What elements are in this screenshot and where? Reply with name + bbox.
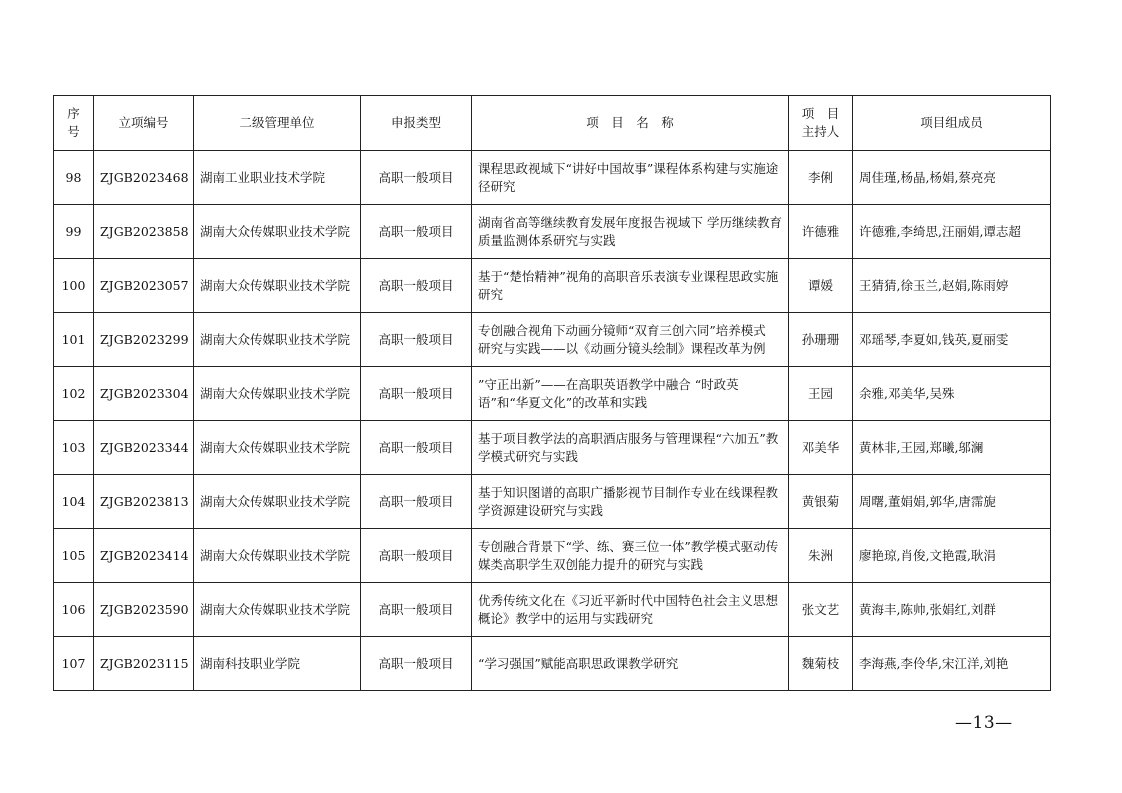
header-name: 项 目 名 称 [472, 96, 789, 151]
cell-members: 李海燕,李伶华,宋江洋,刘艳 [853, 637, 1051, 691]
cell-type: 高职一般项目 [361, 259, 472, 313]
cell-type: 高职一般项目 [361, 205, 472, 259]
cell-host: 谭媛 [789, 259, 853, 313]
cell-type: 高职一般项目 [361, 151, 472, 205]
cell-unit: 湖南大众传媒职业技术学院 [194, 259, 361, 313]
cell-host: 邓美华 [789, 421, 853, 475]
cell-seq: 100 [54, 259, 94, 313]
cell-unit: 湖南科技职业学院 [194, 637, 361, 691]
table-row [54, 529, 1051, 583]
cell-type: 高职一般项目 [361, 421, 472, 475]
cell-members: 廖艳琼,肖俊,文艳霞,耿涓 [853, 529, 1051, 583]
cell-type: 高职一般项目 [361, 313, 472, 367]
cell-code: ZJGB2023468 [94, 151, 194, 205]
cell-unit: 湖南大众传媒职业技术学院 [194, 529, 361, 583]
table-row [54, 637, 1051, 691]
cell-code: ZJGB2023858 [94, 205, 194, 259]
cell-seq: 107 [54, 637, 94, 691]
cell-members: 许德雅,李绮思,汪丽娟,谭志超 [853, 205, 1051, 259]
cell-unit: 湖南大众传媒职业技术学院 [194, 313, 361, 367]
cell-name: ”守正出新”——在高职英语教学中融合 “时政英语”和“华夏文化”的改革和实践 [472, 367, 789, 421]
cell-seq: 101 [54, 313, 94, 367]
cell-members: 周佳瑾,杨晶,杨娟,蔡亮亮 [853, 151, 1051, 205]
table-row [54, 583, 1051, 637]
table-row [54, 313, 1051, 367]
cell-host: 黄银菊 [789, 475, 853, 529]
cell-code: ZJGB2023344 [94, 421, 194, 475]
cell-type: 高职一般项目 [361, 529, 472, 583]
table-row [54, 259, 1051, 313]
cell-members: 黄海丰,陈帅,张娟红,刘群 [853, 583, 1051, 637]
header-code: 立项编号 [94, 96, 194, 151]
project-table [53, 95, 1051, 691]
cell-unit: 湖南工业职业技术学院 [194, 151, 361, 205]
cell-name: 湖南省高等继续教育发展年度报告视域下 学历继续教育质量监测体系研究与实践 [472, 205, 789, 259]
table-row [54, 421, 1051, 475]
header-seq: 序号 [54, 96, 94, 151]
cell-name: 专创融合视角下动画分镜师“双育三创六同”培养模式 研究与实践——以《动画分镜头绘制》课程改革为例 [472, 313, 789, 367]
cell-host: 许德雅 [789, 205, 853, 259]
cell-unit: 湖南大众传媒职业技术学院 [194, 583, 361, 637]
header-type: 申报类型 [361, 96, 472, 151]
cell-seq: 105 [54, 529, 94, 583]
cell-host: 张文艺 [789, 583, 853, 637]
cell-code: ZJGB2023590 [94, 583, 194, 637]
cell-name: 基于“楚怡精神”视角的高职音乐表演专业课程思政实施研究 [472, 259, 789, 313]
table-header-row [54, 96, 1051, 151]
cell-code: ZJGB2023299 [94, 313, 194, 367]
cell-type: 高职一般项目 [361, 583, 472, 637]
cell-name: 专创融合背景下“学、练、赛三位一体”教学模式驱动传媒类高职学生双创能力提升的研究与实践 [472, 529, 789, 583]
page-number: —13— [955, 713, 1013, 733]
cell-code: ZJGB2023813 [94, 475, 194, 529]
cell-seq: 99 [54, 205, 94, 259]
cell-unit: 湖南大众传媒职业技术学院 [194, 205, 361, 259]
cell-unit: 湖南大众传媒职业技术学院 [194, 475, 361, 529]
cell-seq: 102 [54, 367, 94, 421]
header-unit: 二级管理单位 [194, 96, 361, 151]
header-host: 项 目主持人 [789, 96, 853, 151]
cell-unit: 湖南大众传媒职业技术学院 [194, 367, 361, 421]
cell-name: 课程思政视域下“讲好中国故事”课程体系构建与实施途径研究 [472, 151, 789, 205]
cell-host: 朱洲 [789, 529, 853, 583]
cell-code: ZJGB2023115 [94, 637, 194, 691]
cell-members: 周曙,董娟娟,郭华,唐霈旎 [853, 475, 1051, 529]
cell-seq: 106 [54, 583, 94, 637]
cell-name: 基于项目教学法的高职酒店服务与管理课程“六加五”教学模式研究与实践 [472, 421, 789, 475]
cell-host: 孙珊珊 [789, 313, 853, 367]
cell-members: 余雅,邓美华,吴殊 [853, 367, 1051, 421]
cell-type: 高职一般项目 [361, 637, 472, 691]
cell-seq: 98 [54, 151, 94, 205]
cell-type: 高职一般项目 [361, 367, 472, 421]
cell-members: 黄林非,王园,郑曦,邬澜 [853, 421, 1051, 475]
cell-host: 王园 [789, 367, 853, 421]
cell-unit: 湖南大众传媒职业技术学院 [194, 421, 361, 475]
header-members: 项目组成员 [853, 96, 1051, 151]
cell-seq: 103 [54, 421, 94, 475]
cell-host: 李俐 [789, 151, 853, 205]
cell-code: ZJGB2023057 [94, 259, 194, 313]
cell-code: ZJGB2023414 [94, 529, 194, 583]
cell-host: 魏菊枝 [789, 637, 853, 691]
cell-name: 基于知识图谱的高职广播影视节目制作专业在线课程教学资源建设研究与实践 [472, 475, 789, 529]
cell-name: “学习强国”赋能高职思政课教学研究 [472, 637, 789, 691]
cell-code: ZJGB2023304 [94, 367, 194, 421]
cell-members: 邓瑶琴,李夏如,钱英,夏丽雯 [853, 313, 1051, 367]
cell-members: 王猜猜,徐玉兰,赵娟,陈雨婷 [853, 259, 1051, 313]
table-row [54, 367, 1051, 421]
cell-seq: 104 [54, 475, 94, 529]
table-row [54, 151, 1051, 205]
cell-name: 优秀传统文化在《习近平新时代中国特色社会主义思想概论》教学中的运用与实践研究 [472, 583, 789, 637]
cell-type: 高职一般项目 [361, 475, 472, 529]
table-row [54, 205, 1051, 259]
table-row [54, 475, 1051, 529]
